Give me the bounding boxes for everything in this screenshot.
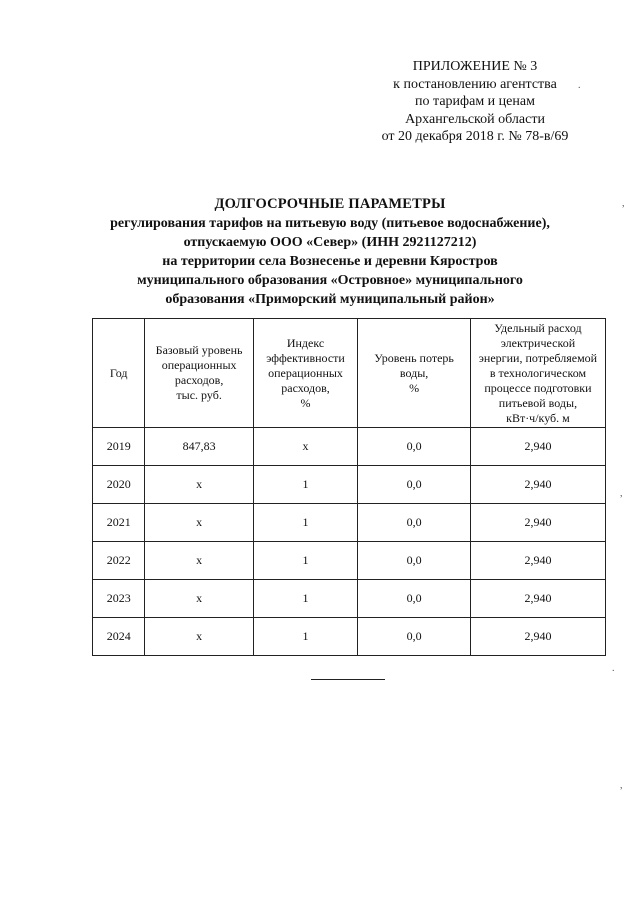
cell-efficiency-index: x xyxy=(253,428,358,466)
cell-base-level: x xyxy=(145,504,253,542)
cell-energy-consumption: 2,940 xyxy=(470,542,605,580)
title-line: на территории села Вознесенье и деревни Кяростров xyxy=(162,254,498,269)
header-text-line: процессе подготовки xyxy=(484,380,592,395)
header-text-line: в технологическом xyxy=(489,365,587,380)
cell-water-loss: 0,0 xyxy=(358,466,471,504)
appendix-date: от 20 декабря 2018 г. № 78-в/69 xyxy=(381,129,569,144)
table-row xyxy=(93,428,606,466)
cell-year: 2024 xyxy=(93,618,145,656)
cell-year: 2023 xyxy=(93,580,145,618)
header-year xyxy=(93,319,145,428)
cell-efficiency-index: 1 xyxy=(253,504,358,542)
header-text-line: питьевой воды, xyxy=(498,395,578,410)
header-text-line: Индекс xyxy=(286,335,325,350)
header-text-line: % xyxy=(300,395,311,410)
cell-base-level: x xyxy=(145,618,253,656)
header-text-line: операционных xyxy=(268,365,343,380)
header-text-line: электрической xyxy=(500,335,576,350)
cell-water-loss: 0,0 xyxy=(358,542,471,580)
table-row xyxy=(93,466,606,504)
cell-energy-consumption: 2,940 xyxy=(470,580,605,618)
header-text-line: % xyxy=(409,380,420,395)
cell-base-level: x xyxy=(145,542,253,580)
cell-efficiency-index: 1 xyxy=(253,618,358,656)
header-text-line: энергии, потребляемой xyxy=(478,350,598,365)
closing-line-divider xyxy=(311,679,385,680)
header-text-line: Уровень потерь xyxy=(374,350,454,365)
scan-speck: , xyxy=(620,488,623,499)
appendix-line: к постановлению агентства xyxy=(393,76,557,92)
title-line: регулирования тарифов на питьевую воду (питьевое водоснабжение), xyxy=(110,216,550,231)
header-text-line: расходов, xyxy=(281,380,330,395)
cell-efficiency-index: 1 xyxy=(253,542,358,580)
header-water-loss xyxy=(358,319,471,428)
cell-efficiency-index: 1 xyxy=(253,580,358,618)
cell-year: 2022 xyxy=(93,542,145,580)
header-text-line: тыс. руб. xyxy=(176,388,222,402)
cell-base-level: x xyxy=(145,580,253,618)
header-efficiency-index xyxy=(253,319,358,428)
cell-base-level: 847,83 xyxy=(145,428,253,466)
cell-year: 2021 xyxy=(93,504,145,542)
appendix-number: ПРИЛОЖЕНИЕ № 3 xyxy=(412,59,538,74)
cell-water-loss: 0,0 xyxy=(358,618,471,656)
scan-speck: . xyxy=(612,663,615,674)
header-base-level xyxy=(145,319,253,428)
header-text-line: Удельный расход xyxy=(494,320,582,335)
cell-energy-consumption: 2,940 xyxy=(470,618,605,656)
table-header-row xyxy=(93,319,606,428)
title-line: отпускаемую ООО «Север» (ИНН 2921127212) xyxy=(183,235,477,250)
cell-efficiency-index: 1 xyxy=(253,466,358,504)
table-row xyxy=(93,618,606,656)
cell-energy-consumption: 2,940 xyxy=(470,504,605,542)
header-text-line: воды, xyxy=(399,365,429,380)
cell-energy-consumption: 2,940 xyxy=(470,428,605,466)
document-title xyxy=(60,195,600,309)
header-energy-consumption xyxy=(470,319,605,428)
header-text-line: расходов, xyxy=(174,373,224,387)
appendix-block xyxy=(350,58,600,146)
appendix-line: Архангельской области xyxy=(405,111,545,127)
header-text-line: кВт·ч/куб. м xyxy=(506,410,570,425)
cell-year: 2020 xyxy=(93,466,145,504)
cell-water-loss: 0,0 xyxy=(358,428,471,466)
header-text-line: эффективности xyxy=(266,350,345,365)
header-text-line: Год xyxy=(109,365,128,380)
cell-water-loss: 0,0 xyxy=(358,580,471,618)
title-line: образования «Приморский муниципальный район» xyxy=(165,292,495,307)
table-row xyxy=(93,504,606,542)
header-text-line: операционных xyxy=(161,358,237,372)
cell-year: 2019 xyxy=(93,428,145,466)
parameters-table xyxy=(92,318,606,656)
scan-speck: , xyxy=(622,198,625,209)
scan-speck: . xyxy=(578,80,581,91)
cell-water-loss: 0,0 xyxy=(358,504,471,542)
table-row xyxy=(93,580,606,618)
cell-energy-consumption: 2,940 xyxy=(470,466,605,504)
title-heading: ДОЛГОСРОЧНЫЕ ПАРАМЕТРЫ xyxy=(214,196,446,212)
cell-base-level: x xyxy=(145,466,253,504)
scan-speck: , xyxy=(620,780,623,791)
table-row xyxy=(93,542,606,580)
appendix-line: по тарифам и ценам xyxy=(415,94,535,109)
header-text-line: Базовый уровень xyxy=(155,343,243,357)
title-line: муниципального образования «Островное» муниципального xyxy=(137,273,523,288)
